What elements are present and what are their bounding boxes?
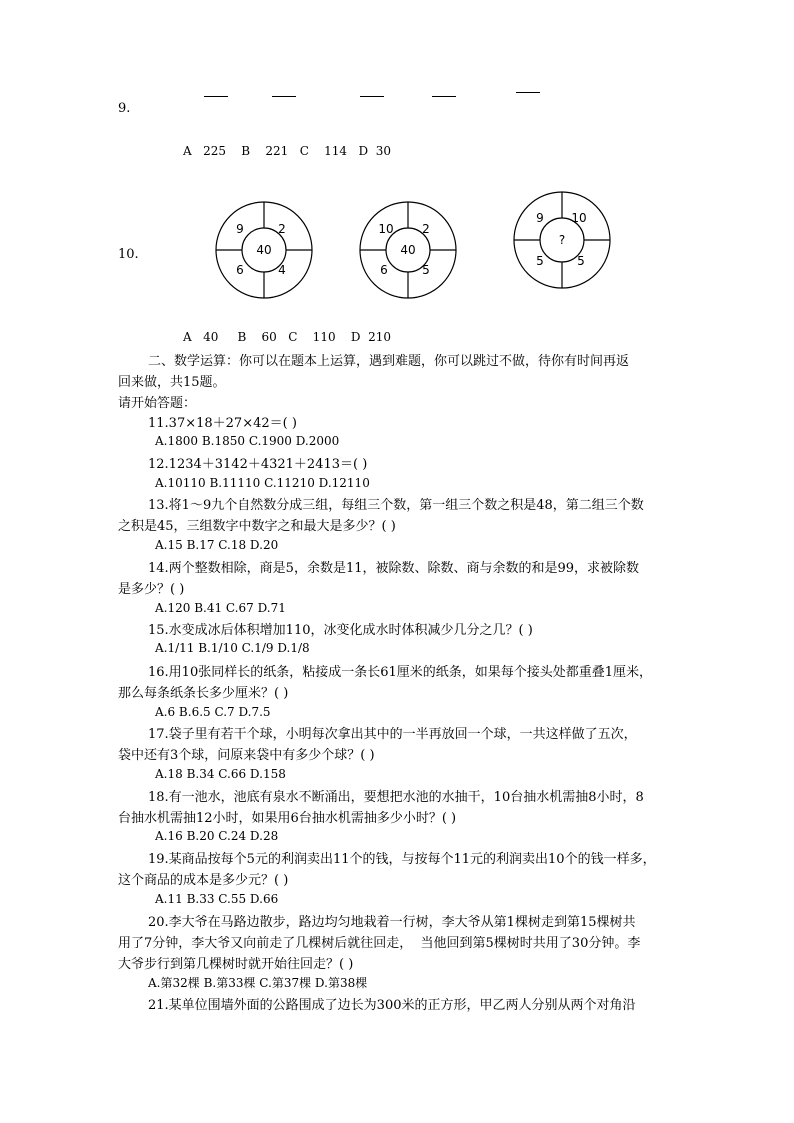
q9-blank-4 [432, 96, 456, 97]
wheel2-top-left: 10 [378, 222, 394, 236]
q16-text-line1: 16.用10张同样长的纸条，粘接成一条长61厘米的纸条，如果每个接头处都重叠1厘米， [148, 665, 653, 680]
wheel1-top-right: 2 [278, 222, 286, 236]
section2-start: 请开始答题： [118, 396, 197, 411]
q13-text-line2: 之积是45，三组数字中数字之和最大是多少？( ) [118, 519, 396, 534]
section2-intro-line2: 回来做，共15题。 [118, 375, 226, 390]
q13-options: A.15 B.17 C.18 D.20 [155, 538, 279, 552]
q14-options: A.120 B.41 C.67 D.71 [155, 601, 286, 615]
q10-wheel-3 [511, 189, 613, 291]
wheel3-center: ? [558, 233, 566, 247]
wheel3-top-right: 10 [571, 211, 587, 225]
q12-options: A.10110 B.11110 C.11210 D.12110 [155, 476, 370, 490]
q15-text: 15.水变成冰后体积增加110，冰变化成水时体积减少几分之几？( ) [148, 623, 533, 638]
q20-text-line3: 大爷步行到第几棵树时就开始往回走？( ) [118, 957, 354, 972]
wheel1-top-left: 9 [236, 222, 244, 236]
q17-options: A.18 B.34 C.66 D.158 [155, 767, 286, 781]
section2-intro-line1: 二、数学运算：你可以在题本上运算，遇到难题，你可以跳过不做，待你有时间再返 [148, 354, 630, 369]
q16-options: A.6 B.6.5 C.7 D.7.5 [155, 705, 271, 719]
q9-number: 9. [118, 101, 131, 116]
q9-blank-5 [516, 92, 540, 93]
q20-options: A.第32棵 B.第33棵 C.第37棵 D.第38棵 [148, 976, 368, 990]
q9-blank-3 [360, 96, 384, 97]
q12-text: 12.1234＋3142＋4321＋2413＝( ) [148, 457, 368, 472]
q10-number: 10. [118, 247, 139, 262]
q17-text-line2: 袋中还有3个球，问原来袋中有多少个球？( ) [118, 748, 375, 763]
q9-blank-2 [272, 96, 296, 97]
q16-text-line2: 那么每条纸条长多少厘米？( ) [118, 686, 289, 701]
q14-text-line2: 是多少？( ) [118, 582, 185, 597]
q19-text-line1: 19.某商品按每个5元的利润卖出11个的钱，与按每个11元的利润卖出10个的钱一样多， [148, 852, 656, 867]
q21-text-line1: 21.某单位围墙外面的公路围成了边长为300米的正方形，甲乙两人分别从两个对角沿 [148, 998, 636, 1013]
wheel1-center: 40 [256, 243, 272, 257]
q18-text-line1: 18.有一池水，池底有泉水不断涌出，要想把水池的水抽干，10台抽水机需抽8小时，8 [148, 790, 644, 805]
q11-text: 11.37×18＋27×42＝( ) [148, 416, 297, 431]
q18-text-line2: 台抽水机需抽12小时，如果用6台抽水机需抽多少小时？( ) [118, 811, 457, 826]
wheel2-bottom-left: 6 [380, 263, 388, 277]
q18-options: A.16 B.20 C.24 D.28 [155, 829, 279, 843]
q11-options: A.1800 B.1850 C.1900 D.2000 [155, 434, 340, 448]
wheel3-bottom-right: 5 [577, 254, 585, 268]
wheel3-top-left: 9 [536, 211, 544, 225]
wheel3-bottom-left: 5 [536, 254, 544, 268]
wheel1-bottom-right: 4 [278, 263, 286, 277]
q19-options: A.11 B.33 C.55 D.66 [155, 892, 279, 906]
wheel2-bottom-right: 5 [422, 263, 430, 277]
wheel2-top-right: 2 [422, 222, 430, 236]
q9-blank-1 [204, 96, 228, 97]
q20-text-line1: 20.李大爷在马路边散步，路边均匀地栽着一行树，李大爷从第1棵树走到第15棵树共 [148, 915, 636, 930]
q14-text-line1: 14.两个整数相除，商是5，余数是11，被除数、除数、商与余数的和是99，求被除数 [148, 561, 640, 576]
q19-text-line2: 这个商品的成本是多少元？( ) [118, 873, 289, 888]
q10-wheel-1 [213, 199, 315, 301]
wheel2-center: 40 [400, 243, 416, 257]
q10-wheel-2 [357, 199, 459, 301]
q20-text-line2: 用了7分钟，李大爷又向前走了几棵树后就往回走， 当他回到第5棵树时共用了30分钟。李 [118, 936, 641, 951]
wheel1-bottom-left: 6 [236, 263, 244, 277]
q15-options: A.1/11 B.1/10 C.1/9 D.1/8 [155, 641, 310, 655]
q9-options: A 225 B 221 C 114 D 30 [183, 144, 392, 158]
q17-text-line1: 17.袋子里有若干个球，小明每次拿出其中的一半再放回一个球，一共这样做了五次， [148, 727, 637, 742]
q10-options: A 40 B 60 C 110 D 210 [183, 330, 391, 344]
q13-text-line1: 13.将1～9九个自然数分成三组，每组三个数，第一组三个数之积是48，第二组三个数 [148, 498, 644, 513]
